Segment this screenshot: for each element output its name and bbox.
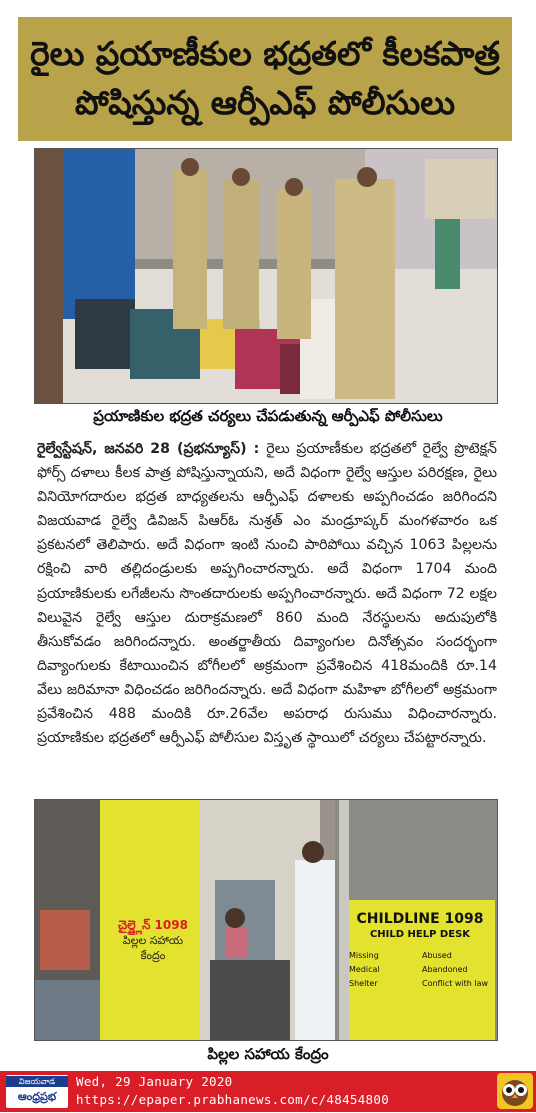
photo1-caption: ప్రయాణికుల భద్రత చర్యలు చేపడుతున్న ఆర్పీఎఫ్ పోలీసులు (93, 407, 443, 425)
headline-banner (18, 17, 512, 141)
article-text: రైలు ప్రయాణీకుల భద్రతలో రైల్వే ప్రొటెక్షన్ ఫోర్స్ దళాలు కీలక పాత్ర పోషిస్తున్నాయని, అదే విధంగా రైల్వే ఆస్తుల పరిరక్షణ, రైలు వినియోగదారుల భద్రత బాధ్యతలను ఆర్పీఎఫ్ దళాలకు అప్పగించడం జరిగిందని విజయవాడ రైల్వే డివిజన్ పిఆర్ఓ నుశ్రత్ ఎం మండ్రూప్కర్ మంగళవారం ఒక ప్రకటనలో తెలిపారు. అదే విధంగా ఇంటి నుంచి పారిపోయి వచ్చిన 1063 పిల్లలను రక్షించి వారి తల్లిదండ్రులకు అప్పగించారన్నారు. అదే విధంగా 1704 మంది ప్రయాణికులకు లగేజీలను సొంతదారులకు అప్పగించారన్నారు. అదే విధంగా 72 లక్షల విలువైన రైల్వే ఆస్తుల దురాక్రమణలో 860 మంది నేరస్థులను అదుపులోకి తీసుకోవడం జరిగిందన్నారు. అంతర్జాతీయ దివ్యాంగుల దినోత్సవం సందర్భంగా దివ్యాంగులకు కేటాయించిన బోగీలలో అక్రమంగా ప్రవేశించిన 418మందికి రూ.14 వేలు జరిమానా విధించడం జరిగిందన్నారు. అదే విధంగా మహిళా బోగీలలో అక్రమంగా ప్రవేశించిన 488 మందికి రూ.26వేల అపరాధ రుసుము విధించారన్నారు. ప్రయాణికుల భద్రతలో ఆర్పీఎఫ్ పోలీసుల విస్తృత స్థాయిలో చర్యలు చేపట్టారన్నారు. (37, 441, 497, 747)
owl-mascot-icon[interactable] (497, 1073, 533, 1109)
headline-line-2: పోషిస్తున్న ఆర్పీఎఫ్ పోలీసులు (74, 83, 456, 122)
sign-item: Medical (349, 965, 380, 974)
footer-url[interactable]: https://epaper.prabhanews.com/c/48454800 (76, 1092, 390, 1107)
article-body (37, 437, 497, 750)
logo-brand: ఆంధ్రప్రభ (17, 1090, 57, 1103)
owl-mascot-graphic (497, 1073, 533, 1109)
childline-sign-left-subtitle: పిల్లల సహాయ కేంద్రం (122, 934, 184, 962)
footer-date: Wed, 29 January 2020 (76, 1074, 233, 1089)
rpf-police-photo (34, 148, 498, 404)
sign-item: Abused (422, 951, 452, 960)
newspaper-logo[interactable] (6, 1075, 68, 1108)
sign-item: Shelter (349, 979, 378, 988)
childline-sign-right-subtitle: CHILD HELP DESK (369, 929, 471, 940)
headline-line-1: రైలు ప్రయాణీకుల భద్రతలో కీలకపాత్ర (30, 34, 500, 73)
childline-desk-photo (34, 799, 498, 1041)
childline-sign-left (109, 918, 197, 963)
sign-item: Abandoned (422, 965, 468, 974)
logo-city: విజయవాడ (6, 1076, 68, 1087)
childline-sign-left-title: చైల్డ్లైన్ 1098 (118, 918, 188, 932)
rpf-police-photo-illustration (35, 149, 497, 403)
childline-sign-right-items (349, 950, 491, 990)
footer-bar (0, 1071, 536, 1112)
sign-item: Conflict with law (422, 979, 489, 988)
article-dateline: రైల్వేస్టేషన్, జనవరి 28 (ప్రభన్యూస్) : (37, 441, 267, 457)
childline-sign-right-title: CHILDLINE 1098 (356, 911, 484, 927)
photo2-caption: పిల్లల సహాయ కేంద్రం (207, 1045, 329, 1063)
childline-sign-right (349, 910, 491, 990)
sign-item: Missing (349, 951, 379, 960)
